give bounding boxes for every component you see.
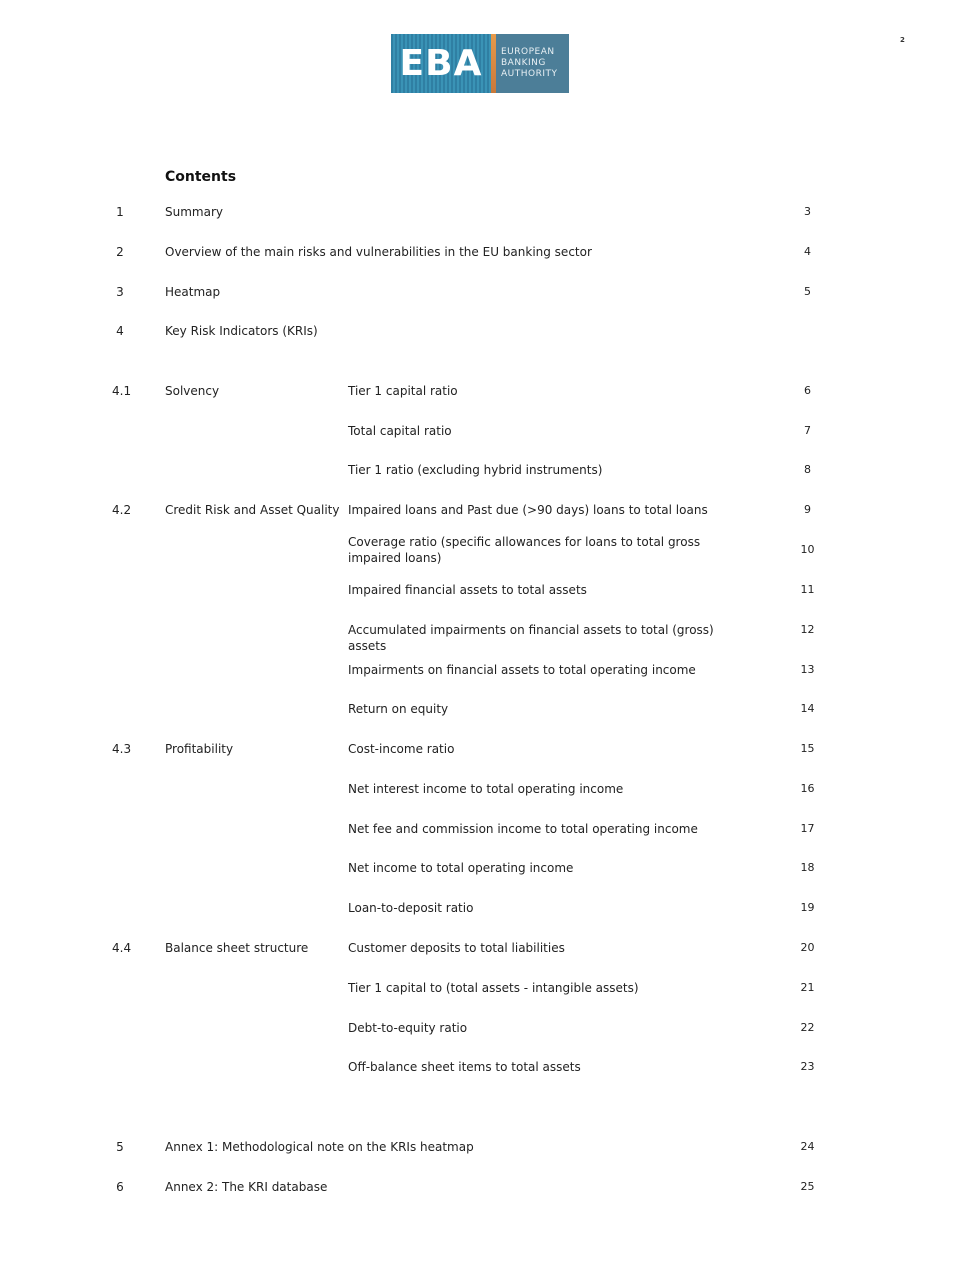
toc-page: 12	[800, 623, 815, 636]
toc-page: 21	[800, 981, 815, 994]
toc-kri-label: Accumulated impairments on financial assets to total (gross) assets	[348, 623, 714, 653]
toc-page: 11	[800, 583, 815, 596]
toc-group-title: Profitability	[165, 742, 234, 756]
toc-number: 4	[116, 324, 124, 338]
toc-kri-label: Coverage ratio (specific allowances for loans to total gross impaired loans)	[348, 535, 701, 565]
toc-kri-label: Impaired financial assets to total assets	[348, 583, 587, 597]
toc-kri-label: Customer deposits to total liabilities	[348, 941, 565, 955]
toc-page: 23	[800, 1060, 815, 1073]
toc-kri-label: Tier 1 capital ratio	[348, 384, 458, 398]
toc-number: 4.3	[112, 742, 132, 756]
toc-page: 6	[804, 384, 811, 397]
toc-page: 9	[804, 503, 811, 516]
toc-page: 20	[800, 941, 815, 954]
toc-page: 24	[800, 1140, 815, 1153]
toc-group-title: Credit Risk and Asset Quality	[165, 503, 340, 517]
toc-page: 7	[804, 424, 811, 437]
toc-title: Annex 1: Methodological note on the KRIs heatmap	[165, 1140, 474, 1154]
toc-number: 4.4	[112, 941, 132, 955]
toc-kri-label: Total capital ratio	[348, 424, 452, 438]
toc-kri-label: Net fee and commission income to total operating income	[348, 822, 698, 836]
toc-number: 3	[116, 285, 124, 299]
toc-group-title: Solvency	[165, 384, 220, 398]
toc-group-title: Balance sheet structure	[165, 941, 309, 955]
toc-page: 16	[800, 782, 815, 795]
toc-kri-label: Loan-to-deposit ratio	[348, 901, 474, 915]
toc-page: 25	[800, 1180, 815, 1193]
toc-kri-label: Tier 1 ratio (excluding hybrid instruments)	[348, 463, 603, 477]
toc-page: 19	[800, 901, 815, 914]
toc-number: 1	[116, 205, 124, 219]
toc-page: 15	[800, 742, 815, 755]
toc-title: Heatmap	[165, 285, 221, 299]
toc-number: 5	[116, 1140, 124, 1154]
toc-page: 3	[804, 205, 811, 218]
logo-wordmark	[496, 34, 569, 93]
toc-kri-label: Off-balance sheet items to total assets	[348, 1060, 581, 1074]
toc-title: Summary	[165, 205, 223, 219]
toc-kri-label: Impaired loans and Past due (>90 days) loans to total loans	[348, 503, 708, 517]
toc-page: 8	[804, 463, 811, 476]
toc-page: 14	[800, 702, 815, 715]
toc-kri-label: Cost-income ratio	[348, 742, 455, 756]
toc-number: 6	[116, 1180, 124, 1194]
toc-page: 18	[800, 861, 815, 874]
eba-logo	[391, 34, 569, 93]
toc-kri-label: Debt-to-equity ratio	[348, 1021, 468, 1035]
toc-kri-label: Return on equity	[348, 702, 449, 716]
logo-line-1: EUROPEAN	[501, 47, 555, 57]
contents-heading: Contents	[165, 169, 237, 185]
toc-kri-label: Net interest income to total operating income	[348, 782, 624, 796]
toc-kri-label: Impairments on financial assets to total operating income	[348, 663, 696, 677]
toc-number: 4.1	[112, 384, 132, 398]
logo-abbr: EBA	[391, 34, 491, 93]
logo-line-2: BANKING	[501, 58, 546, 68]
toc-page: 17	[800, 822, 815, 835]
toc-page: 4	[804, 245, 811, 258]
toc-number: 2	[116, 245, 124, 259]
logo-line-3: AUTHORITY	[501, 69, 558, 79]
toc-title: Overview of the main risks and vulnerabilities in the EU banking sector	[165, 245, 592, 259]
toc-page: 22	[800, 1021, 815, 1034]
toc-number: 4.2	[112, 503, 132, 517]
page-number: 2	[900, 36, 905, 44]
toc-page: 10	[800, 543, 815, 556]
toc-page: 5	[804, 285, 811, 298]
toc-kri-label: Net income to total operating income	[348, 861, 574, 875]
toc-page: 13	[800, 663, 815, 676]
toc-title: Key Risk Indicators (KRIs)	[165, 324, 318, 338]
toc-kri-label: Tier 1 capital to (total assets - intangible assets)	[348, 981, 639, 995]
toc-title: Annex 2: The KRI database	[165, 1180, 328, 1194]
